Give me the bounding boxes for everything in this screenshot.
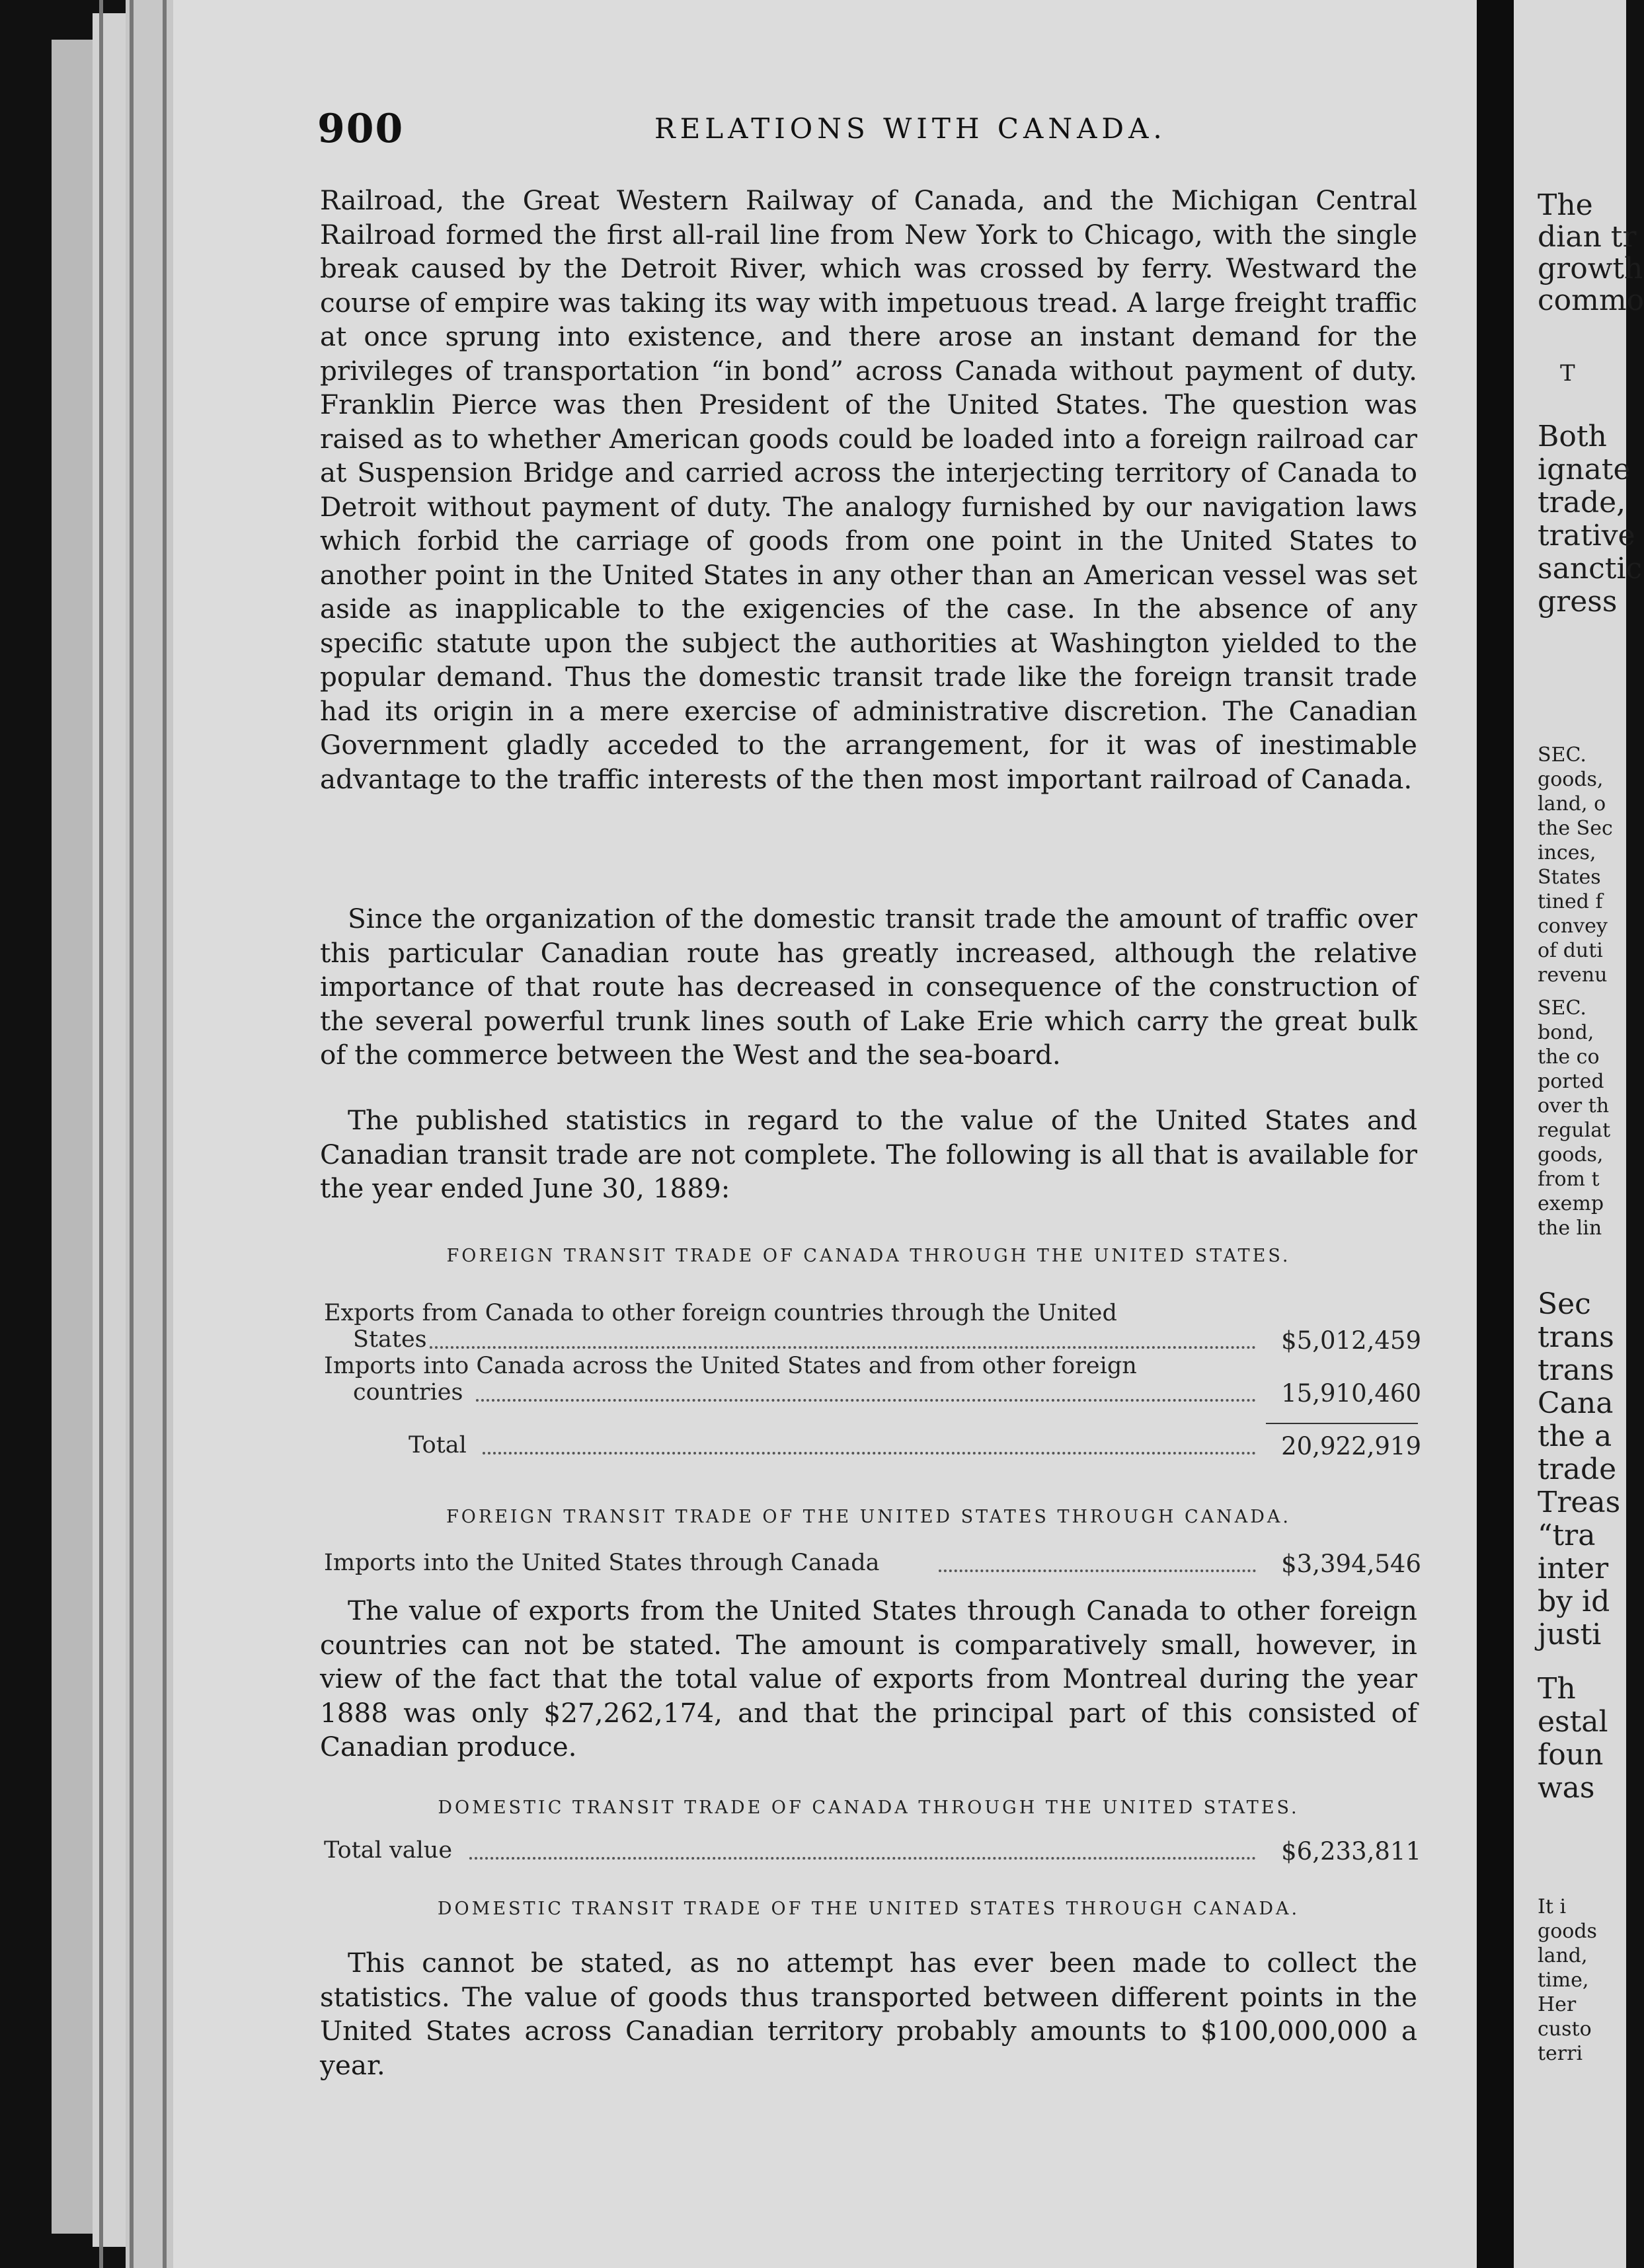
page-stack-line [163, 0, 167, 2268]
adjacent-line: trative [1538, 519, 1635, 552]
adjacent-line: Cana [1538, 1386, 1614, 1420]
paragraph-text: Railroad, the Great Western Railway of Canada, and the Michigan Central Railroad formed the first all-rail line from New York to Chicago, with the single break caused by the Detroit River, which was crossed by ferry. Westward the course of empire was taking its way with impetuous tread. A large freight traffic at once sprung into existence, and there arose an instant demand for the privileges of transportation “in bond” across Canada without payment of duty. Franklin Pierce was then President of the United States. The question was raised as to whether American goods could be loaded into a foreign railroad car at Suspension Bridge and carried across the interjecting territory of Canada to Detroit without payment of duty. The analogy furnished by our navigation laws which forbid the carriage of goods from one point in the United States to another point in the United States in any other than an American vessel was set aside as inapplicable to the exigencies of the case. In the absence of any specific statute upon the subject the authorities at Washington yielded to the popular demand. Thus the domestic transit trade like the foreign transit trade had its origin in a mere exercise of administrative discretion. The Canadian Government gladly acceded to the arrangement, for it was of inestimable advantage to the traffic interests of the then most important railroad of Canada. [320, 184, 1417, 795]
body-paragraph-3 [320, 1104, 1417, 1206]
page-stack-line [99, 0, 103, 2268]
page-stack-line [130, 0, 134, 2268]
adjacent-small-line: exemp [1538, 1192, 1604, 1215]
adjacent-line: trans [1538, 1320, 1614, 1354]
table-row [324, 1379, 1421, 1410]
dot-leader [476, 1399, 1256, 1402]
adjacent-small-line: terri [1538, 2042, 1583, 2065]
table-title: FOREIGN TRANSIT TRADE OF CANADA THROUGH THE UNITED STATES. [446, 1246, 1291, 1266]
adjacent-line: estal [1538, 1705, 1608, 1739]
page-number: 900 [317, 106, 405, 152]
adjacent-line: Both [1538, 420, 1607, 453]
adjacent-small-line: land, [1538, 1944, 1588, 1967]
adjacent-small-line: from t [1538, 1168, 1600, 1191]
page-gutter [1477, 0, 1514, 2268]
adjacent-line: Sec [1538, 1287, 1591, 1321]
adjacent-line: foun [1538, 1738, 1604, 1772]
adjacent-small-line: regulat [1538, 1119, 1611, 1142]
paragraph-text: Since the organization of the domestic transit trade the amount of traffic over this particular Canadian route has greatly increased, although the relative importance of that route has decreased in consequence of the construction of the several powerful trunk lines south of Lake Erie which carry the great bulk of the commerce between the West and the sea-board. [320, 903, 1417, 1071]
paragraph-text: The published statistics in regard to the value of the United States and Canadian transit trade are not complete. The following is all that is available for the year ended June 30, 1889: [320, 1104, 1417, 1204]
adjacent-small-line: the Sec [1538, 817, 1613, 840]
dot-leader [469, 1857, 1256, 1860]
adjacent-line: the a [1538, 1419, 1612, 1453]
adjacent-line: trans [1538, 1353, 1614, 1387]
body-paragraph-1 [320, 184, 1417, 796]
adjacent-small-line: bond, [1538, 1021, 1594, 1044]
table-row [324, 1550, 1421, 1580]
adjacent-line: was [1538, 1771, 1595, 1805]
adjacent-line: T [1560, 360, 1575, 387]
row-value: 15,910,460 [1281, 1379, 1421, 1408]
row-value: $6,233,811 [1281, 1837, 1421, 1866]
adjacent-small-line: over th [1538, 1094, 1610, 1117]
total-value: 20,922,919 [1281, 1432, 1421, 1460]
adjacent-small-line: the co [1538, 1045, 1600, 1069]
page-header [317, 106, 1434, 159]
adjacent-line: commo [1538, 284, 1644, 317]
adjacent-line: The [1538, 188, 1593, 222]
table-title: DOMESTIC TRANSIT TRADE OF THE UNITED STATES THROUGH CANADA. [437, 1899, 1300, 1919]
row-label: Total value [324, 1837, 453, 1864]
adjacent-small-line: Her [1538, 1993, 1577, 2016]
adjacent-small-line: time, [1538, 1969, 1589, 1992]
adjacent-small-line: goods, [1538, 1143, 1604, 1166]
adjacent-line: sanctic [1538, 552, 1643, 586]
table-total-row [324, 1432, 1421, 1462]
row-value: $3,394,546 [1281, 1550, 1421, 1578]
adjacent-line: trade [1538, 1453, 1617, 1486]
adjacent-small-line: It i [1538, 1895, 1567, 1918]
adjacent-small-line: SEC. [1538, 743, 1586, 767]
adjacent-small-line: custo [1538, 2018, 1592, 2041]
row-value: $5,012,459 [1281, 1326, 1421, 1355]
row-label: Exports from Canada to other foreign countries through the United [324, 1300, 1117, 1326]
body-paragraph-4 [320, 1594, 1417, 1764]
row-label: States [353, 1326, 427, 1353]
adjacent-page [1514, 0, 1644, 2268]
adjacent-line: gress [1538, 585, 1618, 619]
adjacent-small-line: goods, [1538, 768, 1604, 791]
paragraph-text: This cannot be stated, as no attempt has ever been made to collect the statistics. The value of goods thus transported between different points in the United States across Canadian territory probably amounts to $100,000,000 a year. [320, 1947, 1417, 2081]
row-label: countries [353, 1379, 463, 1406]
table-title: FOREIGN TRANSIT TRADE OF THE UNITED STATES THROUGH CANADA. [446, 1507, 1291, 1527]
adjacent-small-line: the lin [1538, 1217, 1602, 1240]
dot-leader [430, 1346, 1256, 1349]
table-row [324, 1837, 1421, 1868]
adjacent-small-line: tined f [1538, 890, 1603, 913]
body-paragraph-2 [320, 902, 1417, 1073]
adjacent-line: ignate [1538, 453, 1631, 486]
adjacent-line: dian tr [1538, 220, 1637, 254]
adjacent-small-line: revenu [1538, 964, 1608, 987]
row-label: Imports into Canada across the United States and from other foreign [324, 1353, 1137, 1379]
adjacent-line: trade, [1538, 486, 1626, 519]
adjacent-small-line: land, o [1538, 792, 1606, 815]
adjacent-small-line: convey [1538, 915, 1608, 938]
adjacent-small-line: inces, [1538, 841, 1596, 864]
body-paragraph-5 [320, 1946, 1417, 2082]
dot-leader [483, 1452, 1256, 1455]
adjacent-line: by id [1538, 1585, 1610, 1618]
adjacent-line: justi [1538, 1618, 1602, 1651]
dot-leader [939, 1569, 1256, 1572]
adjacent-small-line: of duti [1538, 939, 1603, 962]
adjacent-line: Treas [1538, 1486, 1621, 1519]
adjacent-small-line: ported [1538, 1070, 1604, 1093]
adjacent-small-line: goods [1538, 1920, 1597, 1943]
total-label: Total [409, 1432, 467, 1458]
adjacent-small-line: States [1538, 866, 1601, 889]
paragraph-text: The value of exports from the United States through Canada to other foreign countries can not be stated. The amount is comparatively small, however, in view of the fact that the total value of exports from Montreal during the year 1888 was only $27,262,174, and that the principal part of this consisted of Canadian produce. [320, 1595, 1417, 1762]
sum-rule [1266, 1423, 1418, 1424]
adjacent-line: Th [1538, 1672, 1576, 1706]
adjacent-line: inter [1538, 1552, 1609, 1585]
adjacent-small-line: SEC. [1538, 997, 1586, 1020]
running-head: RELATIONS WITH CANADA. [654, 112, 1167, 145]
row-label: Imports into the United States through Canada [324, 1550, 880, 1576]
adjacent-line: “tra [1538, 1519, 1596, 1552]
adjacent-line: growth [1538, 252, 1643, 285]
table-title: DOMESTIC TRANSIT TRADE OF CANADA THROUGH THE UNITED STATES. [438, 1797, 1300, 1818]
